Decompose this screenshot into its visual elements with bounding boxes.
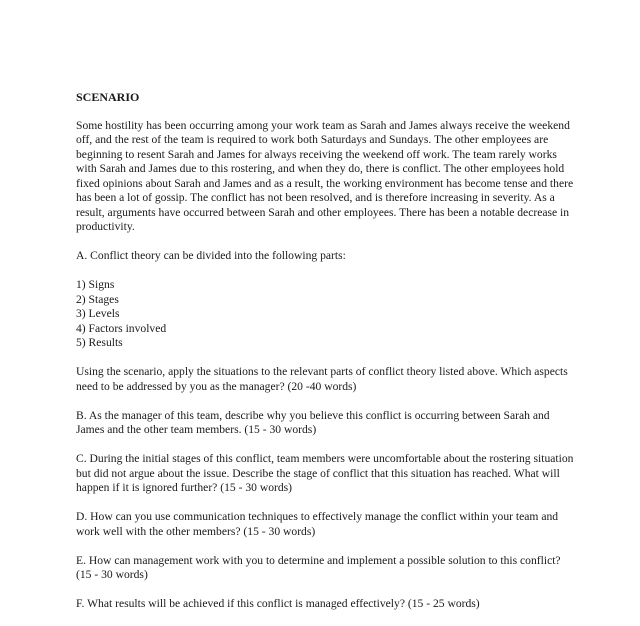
list-item: 3) Levels	[76, 307, 120, 320]
question-b: B. As the manager of this team, describe why you believe this conflict is occurring between Sarah and James and the other team members. (15 - 30 words)	[76, 408, 550, 436]
question-a-task: Using the scenario, apply the situations to the relevant parts of conflict theory listed above. Which aspects need to be addressed by you as the manager? (20 -40 words)	[76, 365, 568, 393]
question-a-intro: A. Conflict theory can be divided into the following parts:	[76, 249, 346, 262]
conflict-theory-parts-list	[76, 278, 576, 351]
question-c: C. During the initial stages of this conflict, team members were uncomfortable about the rostering situation but did not argue about the issue. Describe the stage of conflict that this situation has reached. What will happen if it is ignored further? (15 - 30 words)	[76, 452, 574, 494]
list-item: 2) Stages	[76, 292, 119, 306]
list-item: 4) Factors involved	[76, 321, 167, 335]
list-item: 5) Results	[76, 336, 123, 349]
question-e: E. How can management work with you to determine and implement a possible solution to this conflict? (15 - 30 words)	[76, 553, 561, 581]
list-item: 1) Signs	[76, 278, 115, 291]
question-f: F. What results will be achieved if this conflict is managed effectively? (15 - 25 words)	[76, 597, 480, 610]
document-body	[76, 90, 576, 626]
scenario-heading: SCENARIO	[76, 90, 140, 104]
question-d: D. How can you use communication techniques to effectively manage the conflict within your team and work well with the other members? (15 - 30 words)	[76, 510, 559, 538]
scenario-paragraph: Some hostility has been occurring among your work team as Sarah and James always receive the weekend off, and the rest of the team is required to work both Saturdays and Sundays. The other employees are beginning to resent Sarah and James for always receiving the weekend off work. The team rarely works with Sarah and James due to this rostering, and when they do, there is conflict. The other employees hold fixed opinions about Sarah and James and as a result, the working environment has become tense and there has been a lot of gossip. The conflict has not been resolved, and is therefore increasing in severity. As a result, arguments have occurred between Sarah and other employees. There has been a notable decrease in productivity.	[76, 118, 574, 233]
